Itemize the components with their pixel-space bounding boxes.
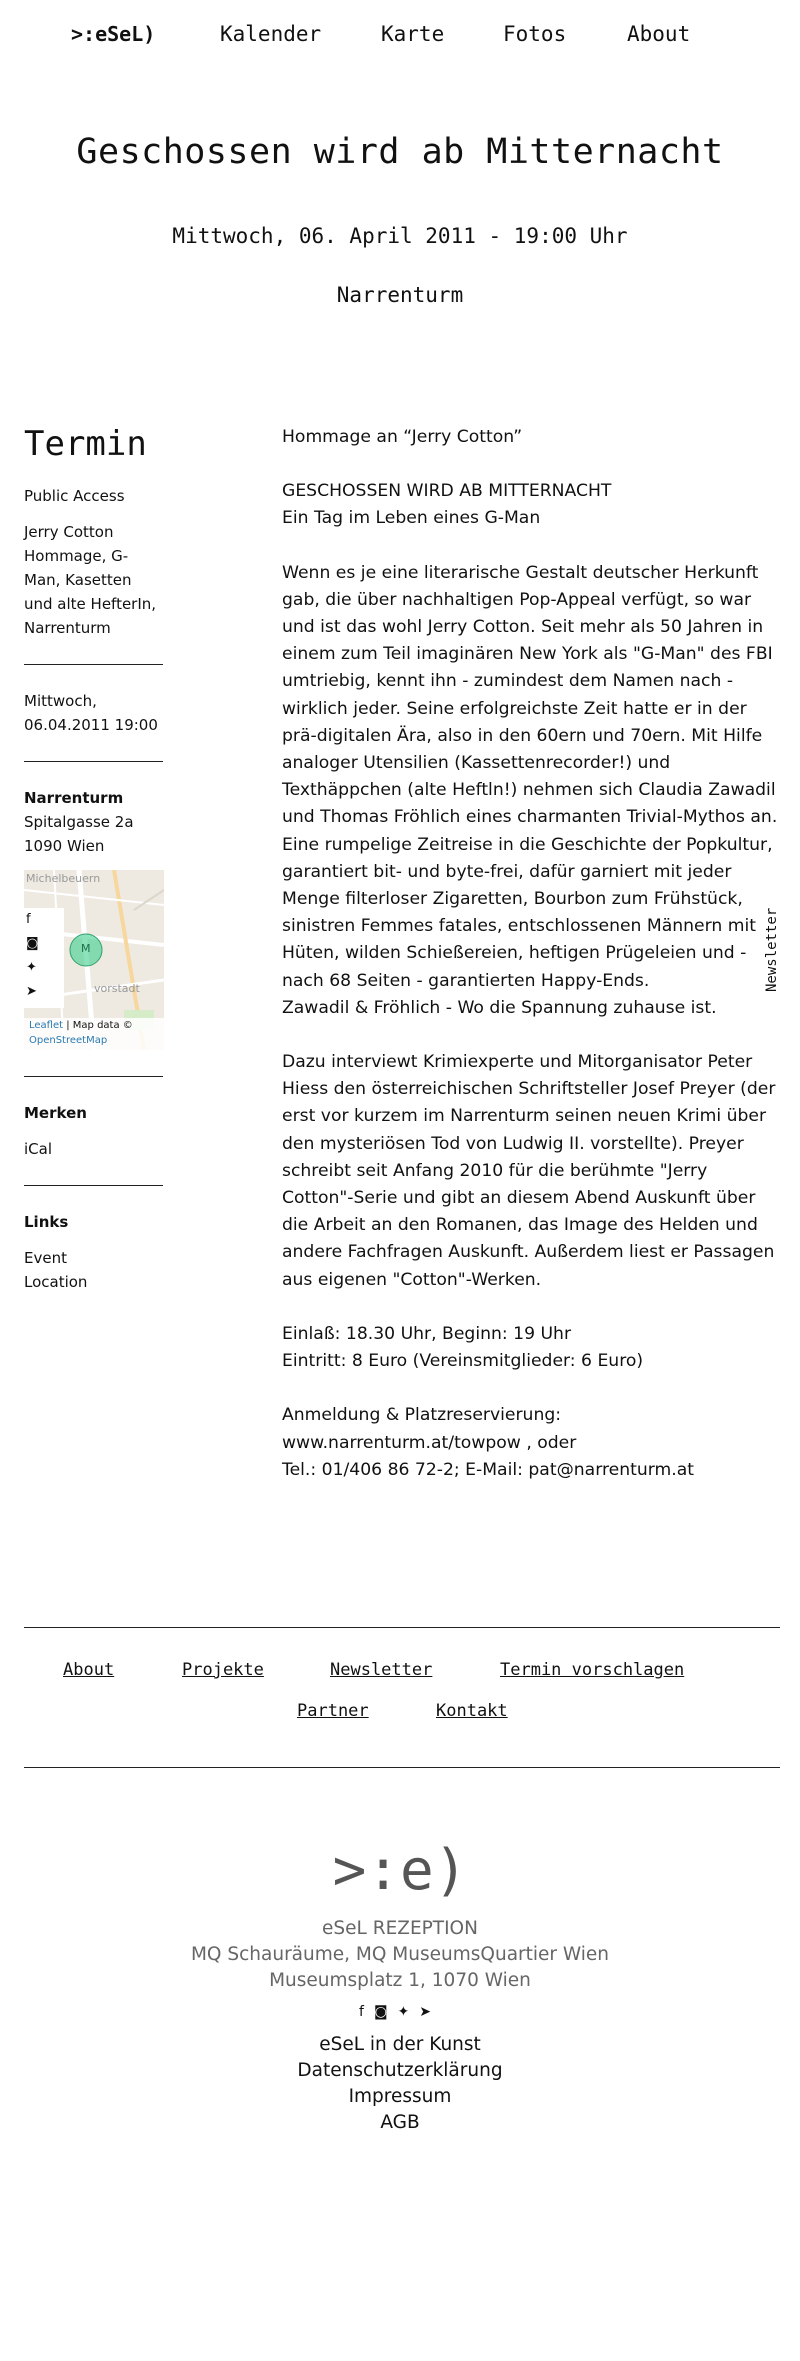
- nav-kalender[interactable]: Kalender: [220, 22, 322, 46]
- content-headline-1: GESCHOSSEN WIRD AB MITTERNACHT: [282, 481, 612, 502]
- footer-link-datenschutz[interactable]: Datenschutzerklärung: [297, 2060, 503, 2081]
- telegram-icon[interactable]: ➤: [419, 2004, 441, 2020]
- content-admission-1: Einlaß: 18.30 Uhr, Beginn: 19 Uhr: [282, 1323, 572, 1344]
- content-p3-last: Zawadil & Fröhlich - Wo die Spannung zuhause ist.: [282, 997, 717, 1018]
- map-attr-text: | Map data ©: [63, 1020, 133, 1031]
- twitter-icon[interactable]: ✦: [397, 2004, 420, 2020]
- location-map[interactable]: [24, 870, 164, 1050]
- org-venue: MQ Schauräume, MQ MuseumsQuartier Wien: [190, 1944, 610, 1965]
- osm-link[interactable]: OpenStreetMap: [29, 1035, 108, 1046]
- footer-divider-bottom: [24, 1767, 780, 1768]
- org-address: Museumsplatz 1, 1070 Wien: [269, 1970, 531, 1991]
- content-registration-1: Anmeldung & Platzreservierung:: [282, 1405, 562, 1426]
- footer-divider-top: [24, 1627, 780, 1628]
- venue-address-street: Spitalgasse 2a: [24, 813, 134, 831]
- facebook-icon[interactable]: f: [359, 2004, 374, 2020]
- footer-social-icons: [0, 2004, 800, 2020]
- map-label-vorstadt: vorstadt: [94, 982, 140, 995]
- sidebar-divider: [24, 761, 163, 762]
- sidebar-divider: [24, 664, 163, 665]
- nav-about[interactable]: About: [627, 22, 691, 46]
- sidebar-date-line1: Mittwoch,: [24, 692, 97, 710]
- footer-link-kontakt[interactable]: Kontakt: [436, 1701, 508, 1721]
- sidebar-divider: [24, 1076, 163, 1077]
- content-admission-2: Eintritt: 8 Euro (Vereinsmitglieder: 6 Euro): [282, 1351, 644, 1372]
- telegram-icon[interactable]: ➤: [26, 984, 37, 999]
- map-marker-icon[interactable]: M: [81, 942, 91, 955]
- links-heading: Links: [24, 1213, 69, 1231]
- instagram-icon[interactable]: ◙: [373, 2004, 398, 2020]
- footer-link-projekte[interactable]: Projekte: [182, 1660, 264, 1680]
- footer-link-esel-kunst[interactable]: eSeL in der Kunst: [319, 2034, 481, 2055]
- content-registration: [282, 1402, 784, 1484]
- sidebar-divider: [24, 1185, 163, 1186]
- nav-fotos[interactable]: Fotos: [503, 22, 567, 46]
- content-p3: Wenn es je eine literarische Gestalt deutscher Herkunft gab, die über nachhaltigen Pop-Appeal verfügt, so war und ist das wohl Jerry Cotton. Seit mehr als 50 Jahren in einem zum Teil imaginären New York als "G-Man" des FBI umtriebig, kennt ihn - zumindest dem Namen nach - wirklich jeder. Seine erfolgreichste Zeit hatte er in der prä-digitalen Ära, also in den 60ern und 70ern. Mit Hilfe analoger Utensilien (Kassettenrecorder!) und Texthäppchen (alte Heftln!) nehmen sich Claudia Zawadil und Thomas Fröhlich eines charmanten Trivial-Mythos an. Eine rumpelige Zeitreise in die Geschichte der Popkultur, garantiert bit- und byte-frei, dafür garniert mit jeder Menge filterloser Zigaretten, Bourbon zum Frühstück, sinistren Femmes fatales, entschlossenen Männern mit Hüten, wilden Schießereien, heftigen Prügeleien und - nach 68 Seiten - garantierten Happy-Ends.: [282, 562, 778, 991]
- event-link[interactable]: Event: [24, 1249, 67, 1267]
- footer-link-impressum[interactable]: Impressum: [348, 2086, 452, 2107]
- footer-link-partner[interactable]: Partner: [297, 1701, 369, 1721]
- sidebar-heading: Termin: [24, 424, 147, 464]
- venue-name[interactable]: Narrenturm: [24, 789, 124, 807]
- footer-logo[interactable]: >:e): [332, 1838, 468, 1903]
- content-paragraph: Dazu interviewt Krimiexperte und Mitorganisator Peter Hiess den österreichischen Schriftsteller Josef Preyer (der erst vor kurzem im Narrenturm seinen neuen Krimi über den mysteriösen Tod von Ludwig II. vorstellte). Preyer schreibt seit Anfang 2010 für die berühmte "Jerry Cotton"-Serie und gibt an diesem Abend Auskunft über die Arbeit an den Romanen, das Image des Helden und andere Fachfragen Auskunft. Außerdem liest er Passagen aus eigenen "Cotton"-Werken.: [282, 1052, 776, 1290]
- share-icons: [24, 908, 64, 1008]
- site-logo[interactable]: >:eSeL): [71, 22, 156, 46]
- page-title: Geschossen wird ab Mitternacht: [76, 132, 724, 172]
- newsletter-tab-label: Newsletter: [764, 907, 780, 992]
- top-nav: [0, 22, 800, 52]
- content-intro: Hommage an “Jerry Cotton”: [282, 427, 523, 447]
- instagram-icon[interactable]: ◙: [26, 936, 39, 951]
- footer-link-termin-vorschlagen[interactable]: Termin vorschlagen: [500, 1660, 685, 1680]
- facebook-icon[interactable]: f: [26, 912, 31, 927]
- content-paragraph: [282, 560, 784, 1022]
- location-link[interactable]: Location: [24, 1273, 88, 1291]
- footer-link-about[interactable]: About: [63, 1660, 115, 1680]
- content-registration-3[interactable]: Tel.: 01/406 86 72-2; E-Mail: pat@narrenturm.at: [282, 1459, 694, 1480]
- content-headline: [282, 478, 784, 532]
- ical-link[interactable]: iCal: [24, 1140, 53, 1158]
- event-tags[interactable]: Jerry Cotton Hommage, G-Man, Kasetten und alte HefterIn, Narrenturm: [24, 523, 157, 637]
- map-attribution: [24, 1018, 164, 1050]
- leaflet-link[interactable]: Leaflet: [29, 1020, 64, 1031]
- sidebar-date-line2: 06.04.2011 19:00: [24, 716, 158, 734]
- event-sidebar: [24, 424, 164, 1294]
- newsletter-tab[interactable]: [764, 907, 784, 992]
- twitter-icon[interactable]: ✦: [26, 960, 37, 975]
- merken-heading: Merken: [24, 1104, 87, 1122]
- org-name: eSeL REZEPTION: [322, 1918, 478, 1939]
- content-registration-2[interactable]: www.narrenturm.at/towpow , oder: [282, 1432, 577, 1453]
- content-headline-2: Ein Tag im Leben eines G-Man: [282, 508, 541, 529]
- event-location: Narrenturm: [336, 283, 464, 307]
- event-datetime: Mittwoch, 06. April 2011 - 19:00 Uhr: [172, 224, 628, 248]
- event-category[interactable]: Public Access: [24, 487, 125, 505]
- footer-link-newsletter[interactable]: Newsletter: [330, 1660, 433, 1680]
- nav-karte[interactable]: Karte: [381, 22, 445, 46]
- content-admission: [282, 1321, 784, 1375]
- venue-address-city: 1090 Wien: [24, 837, 105, 855]
- event-description: [282, 424, 784, 1511]
- footer-link-agb[interactable]: AGB: [380, 2112, 420, 2133]
- map-label-michelbeuern: Michelbeuern: [26, 872, 101, 885]
